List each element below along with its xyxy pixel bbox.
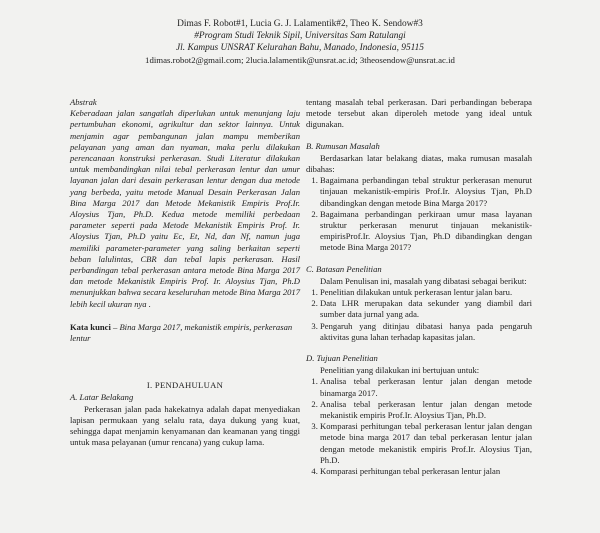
list-item: 3. Pengaruh yang ditinjau dibatasi hanya pada pengaruh aktivitas guna lahan terhadap kapasitas jalan.: [320, 321, 532, 343]
affiliation-address: Jl. Kampus UNSRAT Kelurahan Bahu, Manado, Indonesia, 95115: [176, 43, 424, 53]
section-title: I. PENDAHULUAN: [146, 380, 224, 391]
right-column: [306, 97, 532, 477]
list-item: 3. Komparasi perhitungan tebal perkerasan lentur jalan dengan metode bina marga 2017 dan tebal perkerasan lentur jalan dengan metode mekanistik empiris Prof.Ir. Aloysius Tjan, Ph.D.: [320, 421, 532, 466]
author-emails: 1dimas.robot2@gmail.com; 2lucia.lalamentik@unsrat.ac.id; 3theosendow@unsrat.ac.id: [145, 55, 455, 65]
batasan-list: [306, 287, 532, 343]
left-column: [70, 97, 300, 448]
authors: Dimas F. Robot#1, Lucia G. J. Lalamentik#2, Theo K. Sendow#3: [177, 19, 423, 29]
batasan-text: Dalam Penulisan ini, masalah yang dibatasi sebagai berikut:: [320, 275, 527, 286]
affiliation-program: #Program Studi Teknik Sipil, Universitas Sam Ratulangi: [194, 31, 406, 41]
tujuan-list: [306, 376, 532, 477]
subsection-heading: A. Latar Belakang: [70, 392, 134, 403]
keywords: [70, 322, 300, 344]
keywords-text: – Bina Marga 2017, mekanistik empiris, perkerasan lentur: [70, 321, 293, 344]
rumusan-text: Berdasarkan latar belakang diatas, maka rumusan masalah dibahas:: [306, 152, 532, 175]
rumusan-list: [306, 175, 532, 253]
tujuan-text: Penelitian yang dilakukan ini bertujuan untuk:: [320, 365, 480, 376]
list-item: 2. Bagaimana perbandingan perkiraan umur masa layanan struktur perkerasan menurut tinjauan mekanistik-empirisProf.Ir. Aloysius Tjan, Ph.D dibandingkan dengan metode Bina Marga 2017?: [320, 209, 532, 254]
abstract-heading: Abstrak: [70, 97, 97, 107]
list-item: 1. Penelitian dilakukan untuk perkerasan lentur jalan baru.: [320, 287, 532, 298]
list-item: 1. Analisa tebal perkerasan lentur jalan dengan metode binamarga 2017.: [320, 376, 532, 398]
section-paragraph: Perkerasan jalan pada hakekatnya adalah dapat menyediakan lapisan permukaan yang selalu rata, daya dukung yang kuat, sehingga dapat menjamin kenyamanan dan keamanan yang tinggi untuk masa pelayanan (umur rencana) yang cukup lama.: [70, 403, 300, 448]
list-item: 1. Bagaimana perbandingan tebal struktur perkerasan menurut tinjauan mekanistik-empiris Prof.Ir. Aloysius Tjan, Ph.D dibandingkan dengan metode Bina Marga 2017?: [320, 175, 532, 209]
heading-rumusan-masalah: B. Rumusan Masalah: [306, 140, 380, 151]
abstract: [70, 97, 300, 310]
heading-batasan-penelitian: C. Batasan Penelitian: [306, 263, 382, 274]
heading-tujuan-penelitian: D. Tujuan Penelitian: [306, 353, 378, 364]
keywords-label: Kata kunci: [70, 321, 111, 332]
list-item: 4. Komparasi perhitungan tebal perkerasan lentur jalan: [320, 466, 532, 477]
intro-continued: tentang masalah tebal perkerasan. Dari perbandingan beberapa metode tersebut akan diperoleh metode yang ideal untuk digunakan.: [306, 97, 532, 130]
list-item: 2. Analisa tebal perkerasan lentur jalan dengan metode mekanistik empiris Prof.Ir. Aloysius Tjan, Ph.D.: [320, 399, 532, 421]
abstract-text: Keberadaan jalan sangatlah diperlukan untuk menunjang laju pertumbuhan ekonomi, agrikultur dan sektor lainnya. Untuk menjamin agar pembangunan jalan mampu memberikan pelayanan yang aman dan nyaman, maka perlu dilakukan perencanaan konstruksi perkerasan. Studi Literatur dilakukan untuk membandingkan nilai tebal perkerasan lentur dan umur layanan jalan dari desain perkerasan lentur dengan dua metode yang berbeda, yaitu metode Manual Desain Perkerasan Jalan Bina Marga 2017 dan Metode Mekanistik Empiris Prof.Ir. Aloysius Tjan, Ph.D. Kedua metode memiliki perbedaan parameter seperti pada Metode Mekanistik Empiris Prof. Ir. Aloysius Tjan, Ph.D yaitu Ec, Et, Nd, dan Nf, namun juga memiliki parameter-parameter yang saling berkaitan seperti beban lalulintas, CBR dan tebal lapis perkerasan. Hasil perbandingan tebal perkerasan antara metode Bina Marga 2017 dan metode Mekanistik Empiris Prof. Ir. Aloysius Tjan, Ph.D menunjukkan bahwa secara keseluruhan metode Bina Marga 2017 lebih kecil ukuran nya .: [70, 108, 301, 309]
list-item: 2. Data LHR merupakan data sekunder yang diambil dari sumber data jurnal yang ada.: [320, 298, 532, 320]
